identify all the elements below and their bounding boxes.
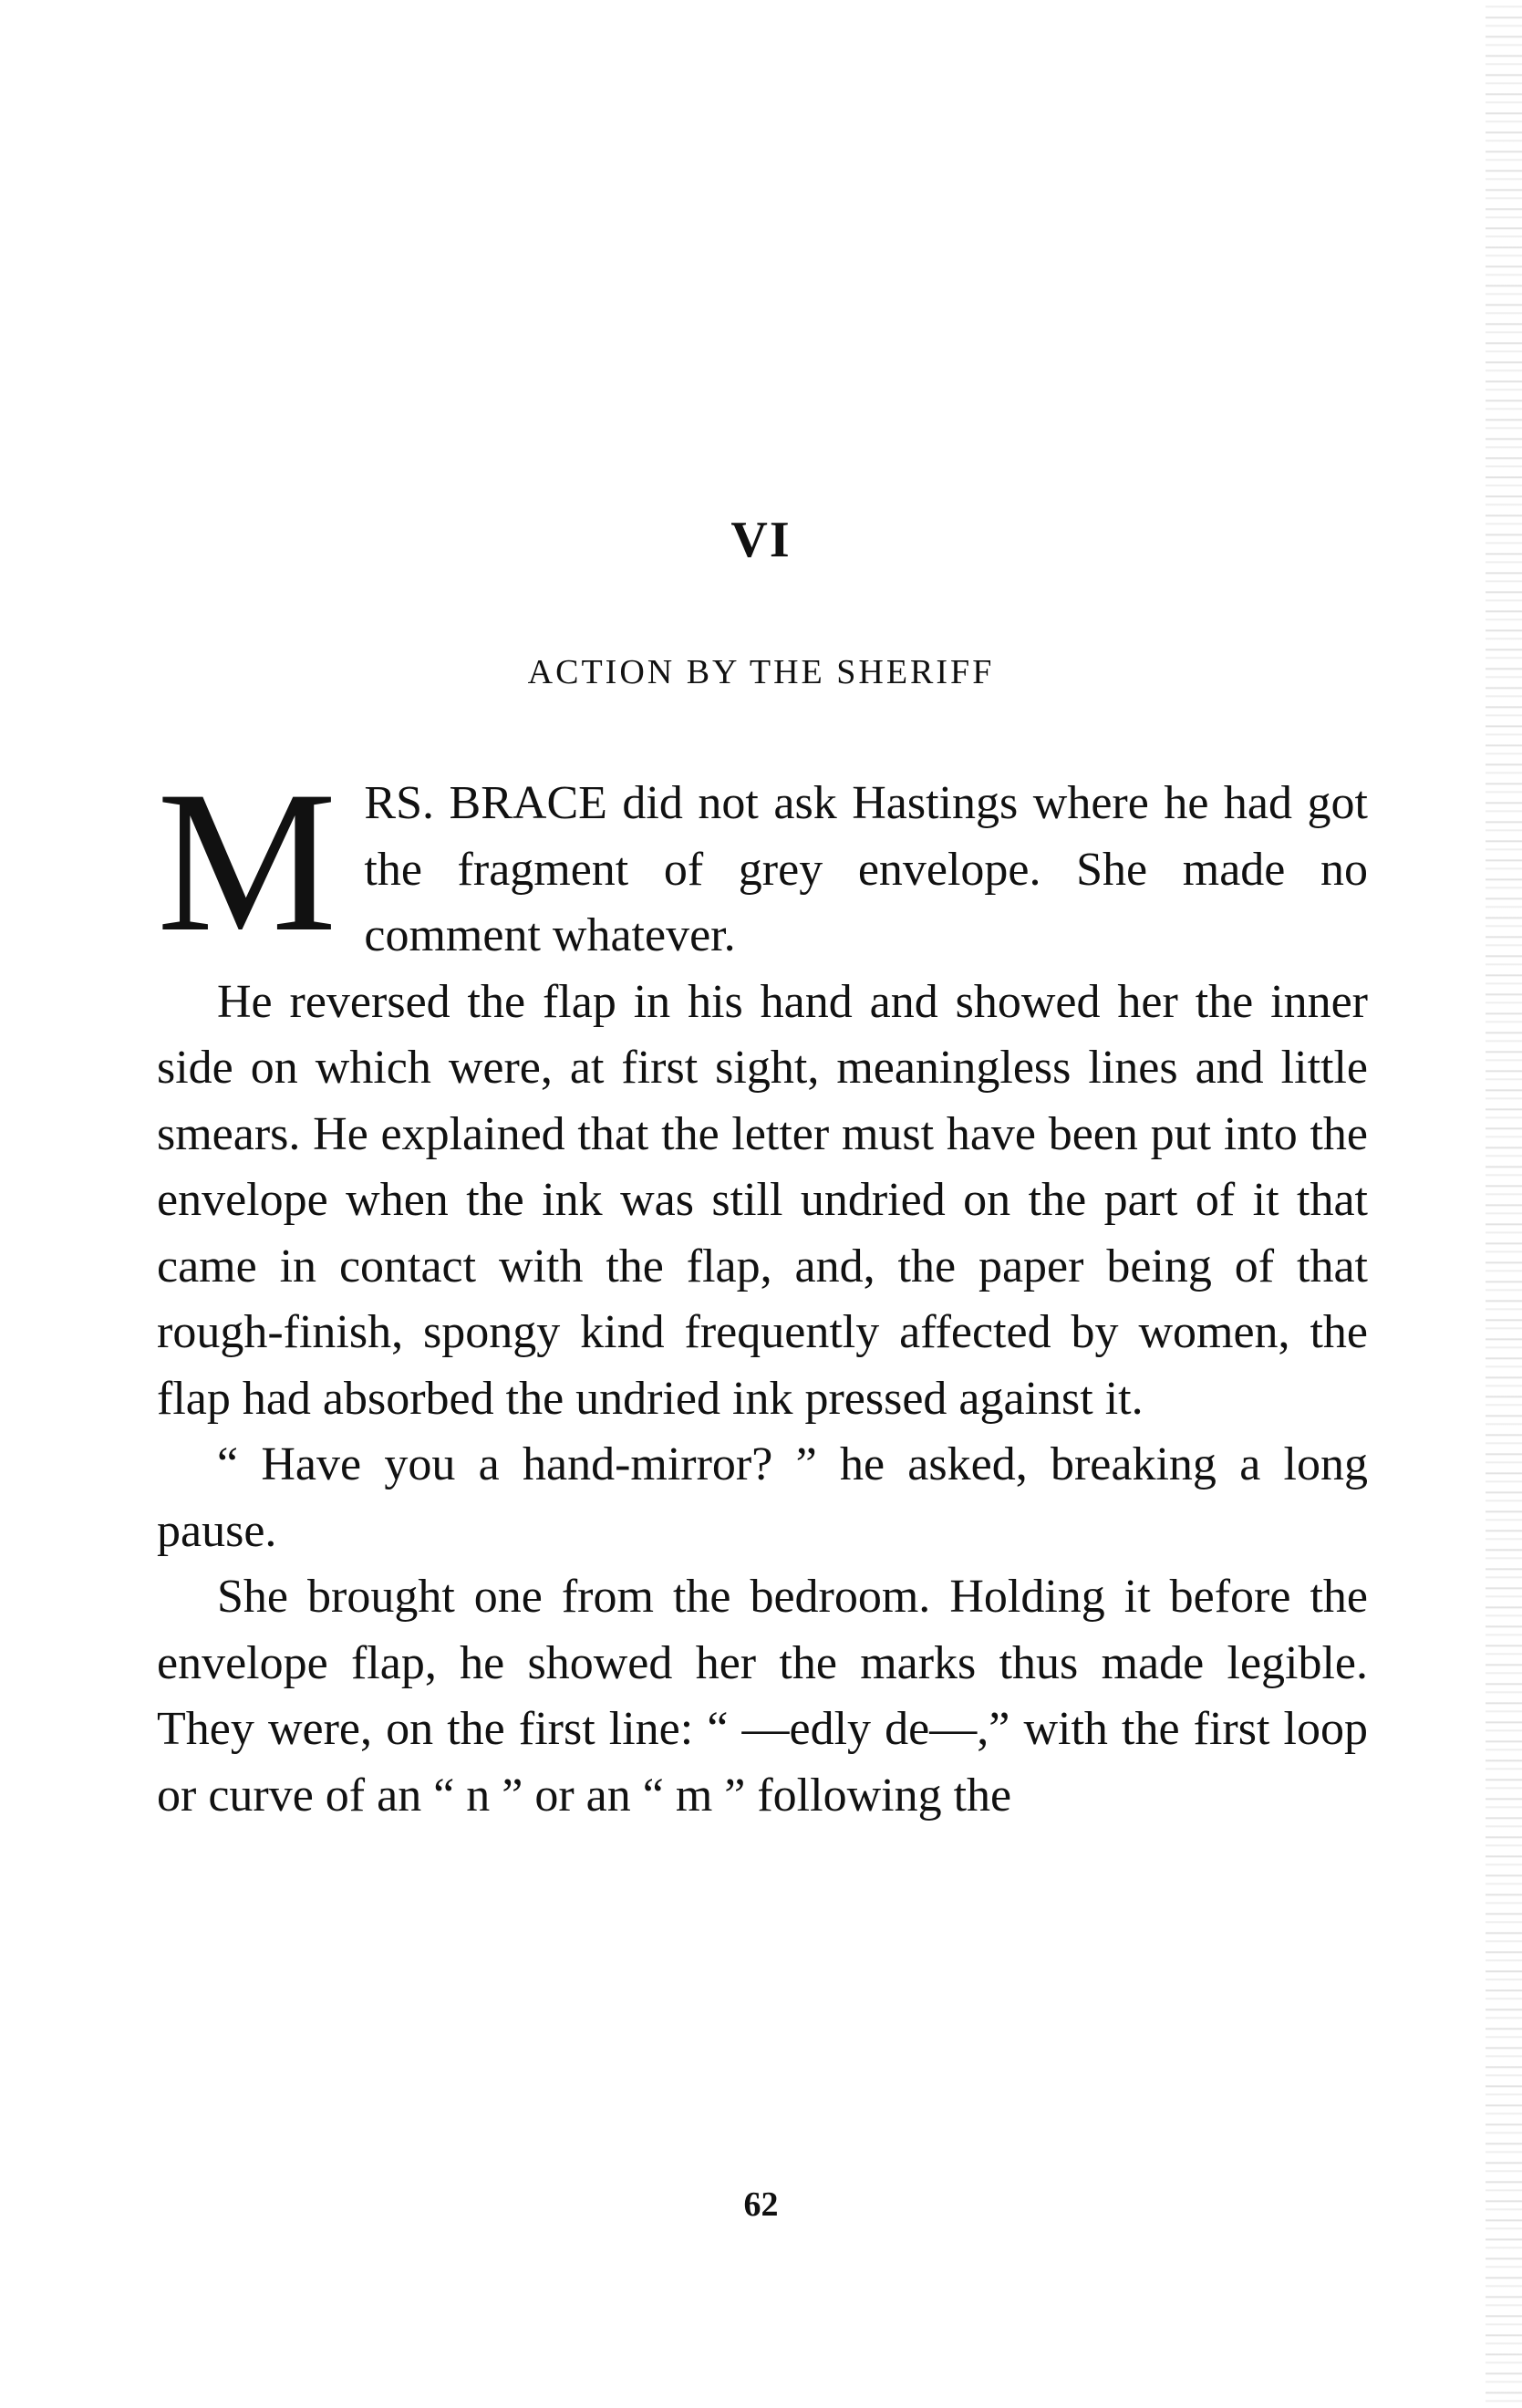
chapter-title: ACTION BY THE SHERIFF xyxy=(527,653,995,691)
drop-cap: M xyxy=(157,750,337,974)
paragraph-2: He reversed the flap in his hand and showed her the inner side on which were, at first sight, meaningless lines and little smears. He explained that the letter must have been put into the envelope when the ink was still undried on the part of it that came in contact with the flap, and, the paper being of that rough-finish, spongy kind frequently affected by women, the flap had absorbed the undried ink pressed against it. xyxy=(157,975,1368,1425)
chapter-number: VI xyxy=(730,512,792,568)
body-text xyxy=(157,750,1368,1829)
paragraph-1 xyxy=(157,750,1368,974)
paragraph-1-text: RS. BRACE did not ask Hastings where he had got the fragment of grey envelope. She made no comment whatever. xyxy=(364,777,1368,961)
page-number: 62 xyxy=(743,2185,779,2224)
page-edge-shadow xyxy=(1486,0,1522,2408)
paragraph-3: “ Have you a hand-mirror? ” he asked, breaking a long pause. xyxy=(157,1438,1368,1557)
paragraph-4: She brought one from the bedroom. Holding it before the envelope flap, he showed her the marks thus made legible. They were, on the first line: “ —edly de—,” with the first loop or curve of an “ n ” or an “ m ” following the xyxy=(157,1571,1368,1822)
